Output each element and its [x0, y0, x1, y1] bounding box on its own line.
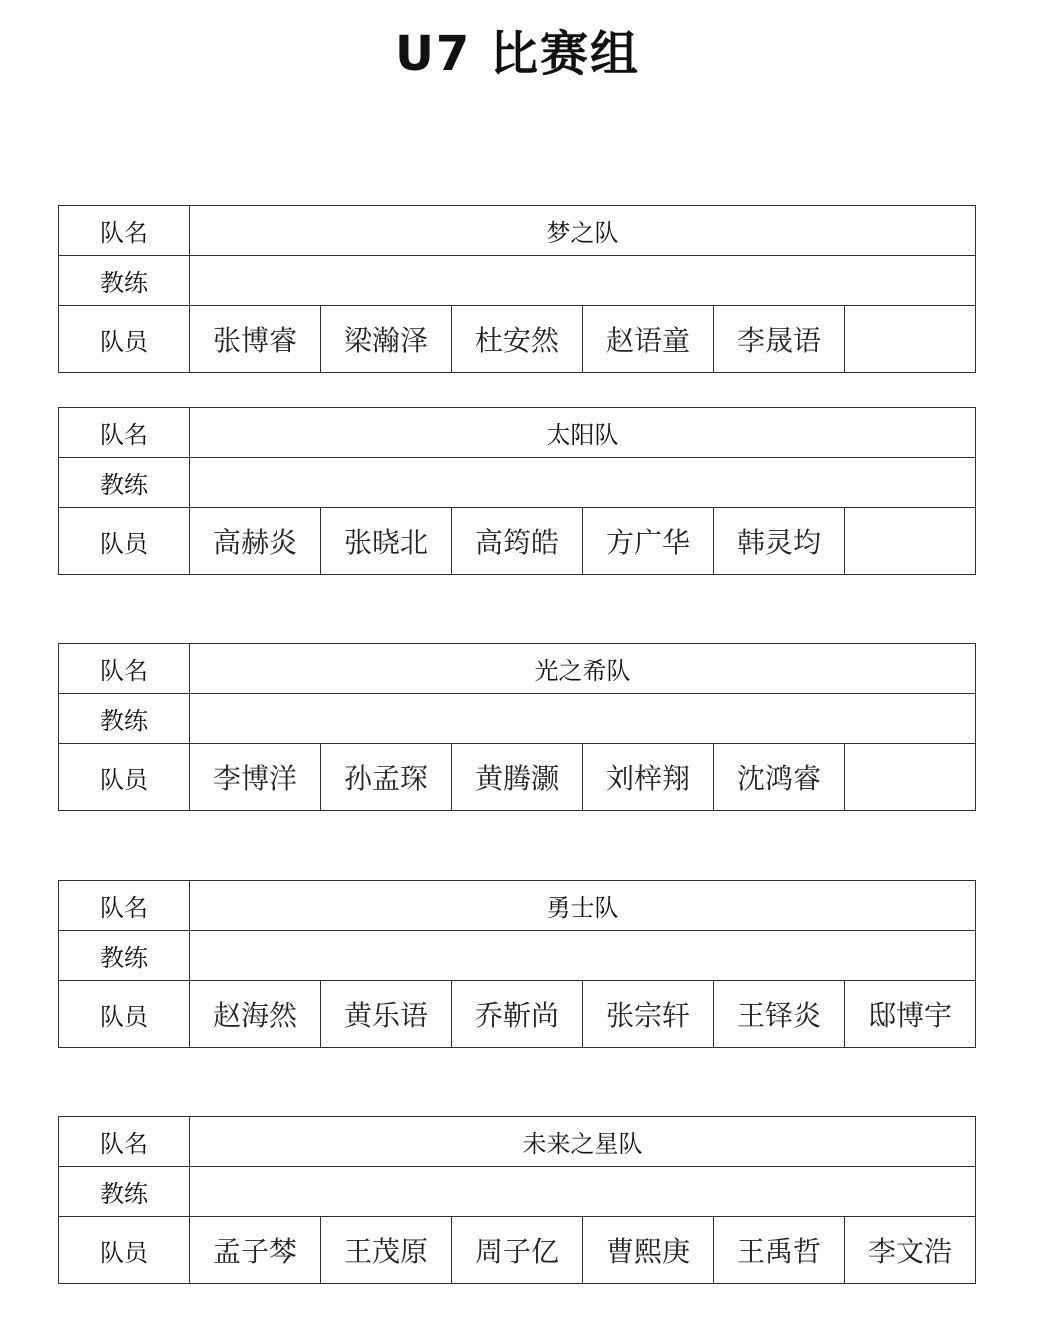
team-name-label: 队名: [59, 408, 190, 458]
team-name: 光之希队: [190, 644, 976, 694]
coach-value: [190, 1167, 976, 1217]
coach-label: 教练: [59, 1167, 190, 1217]
player-name: 邸博宇: [845, 981, 976, 1048]
team-name-label: 队名: [59, 881, 190, 931]
players-row: [59, 508, 976, 575]
player-name: [845, 744, 976, 811]
team-table: [58, 1116, 976, 1284]
player-name: 曹熙庚: [583, 1217, 714, 1284]
player-name: 方广华: [583, 508, 714, 575]
team-name: 太阳队: [190, 408, 976, 458]
player-name: 王禹哲: [714, 1217, 845, 1284]
coach-value: [190, 458, 976, 508]
team-name-row: [59, 881, 976, 931]
player-name: [845, 508, 976, 575]
team-name: 勇士队: [190, 881, 976, 931]
players-row: [59, 744, 976, 811]
page-title: U7 比赛组: [394, 26, 641, 82]
player-name: 赵海然: [190, 981, 321, 1048]
player-name: 乔靳尚: [452, 981, 583, 1048]
player-name: 张博睿: [190, 306, 321, 373]
player-name: 张晓北: [321, 508, 452, 575]
coach-value: [190, 256, 976, 306]
player-name: 孟子棽: [190, 1217, 321, 1284]
team-table: [58, 407, 976, 575]
players-row: [59, 981, 976, 1048]
team-name-row: [59, 1117, 976, 1167]
players-label: 队员: [59, 981, 190, 1048]
team-name-row: [59, 644, 976, 694]
player-name: 李博洋: [190, 744, 321, 811]
coach-row: [59, 256, 976, 306]
players-row: [59, 1217, 976, 1284]
player-name: 沈鸿睿: [714, 744, 845, 811]
player-name: 孙孟琛: [321, 744, 452, 811]
coach-value: [190, 931, 976, 981]
team-name-label: 队名: [59, 206, 190, 256]
team-name-row: [59, 206, 976, 256]
player-name: 杜安然: [452, 306, 583, 373]
player-name: [845, 306, 976, 373]
player-name: 黄乐语: [321, 981, 452, 1048]
player-name: 王茂原: [321, 1217, 452, 1284]
players-label: 队员: [59, 1217, 190, 1284]
coach-row: [59, 1167, 976, 1217]
player-name: 黄腾灏: [452, 744, 583, 811]
players-label: 队员: [59, 744, 190, 811]
coach-label: 教练: [59, 694, 190, 744]
coach-row: [59, 458, 976, 508]
coach-label: 教练: [59, 458, 190, 508]
team-table: [58, 643, 976, 811]
player-name: 李文浩: [845, 1217, 976, 1284]
team-name-row: [59, 408, 976, 458]
player-name: 刘梓翔: [583, 744, 714, 811]
player-name: 高赫炎: [190, 508, 321, 575]
team-name: 未来之星队: [190, 1117, 976, 1167]
coach-row: [59, 931, 976, 981]
player-name: 张宗轩: [583, 981, 714, 1048]
player-name: 李晟语: [714, 306, 845, 373]
player-name: 高筠皓: [452, 508, 583, 575]
players-label: 队员: [59, 306, 190, 373]
coach-label: 教练: [59, 256, 190, 306]
player-name: 赵语童: [583, 306, 714, 373]
player-name: 梁瀚泽: [321, 306, 452, 373]
player-name: 周子亿: [452, 1217, 583, 1284]
coach-label: 教练: [59, 931, 190, 981]
team-name: 梦之队: [190, 206, 976, 256]
players-row: [59, 306, 976, 373]
team-table: [58, 205, 976, 373]
coach-row: [59, 694, 976, 744]
player-name: 韩灵均: [714, 508, 845, 575]
team-name-label: 队名: [59, 1117, 190, 1167]
coach-value: [190, 694, 976, 744]
team-name-label: 队名: [59, 644, 190, 694]
player-name: 王铎炎: [714, 981, 845, 1048]
team-table: [58, 880, 976, 1048]
players-label: 队员: [59, 508, 190, 575]
